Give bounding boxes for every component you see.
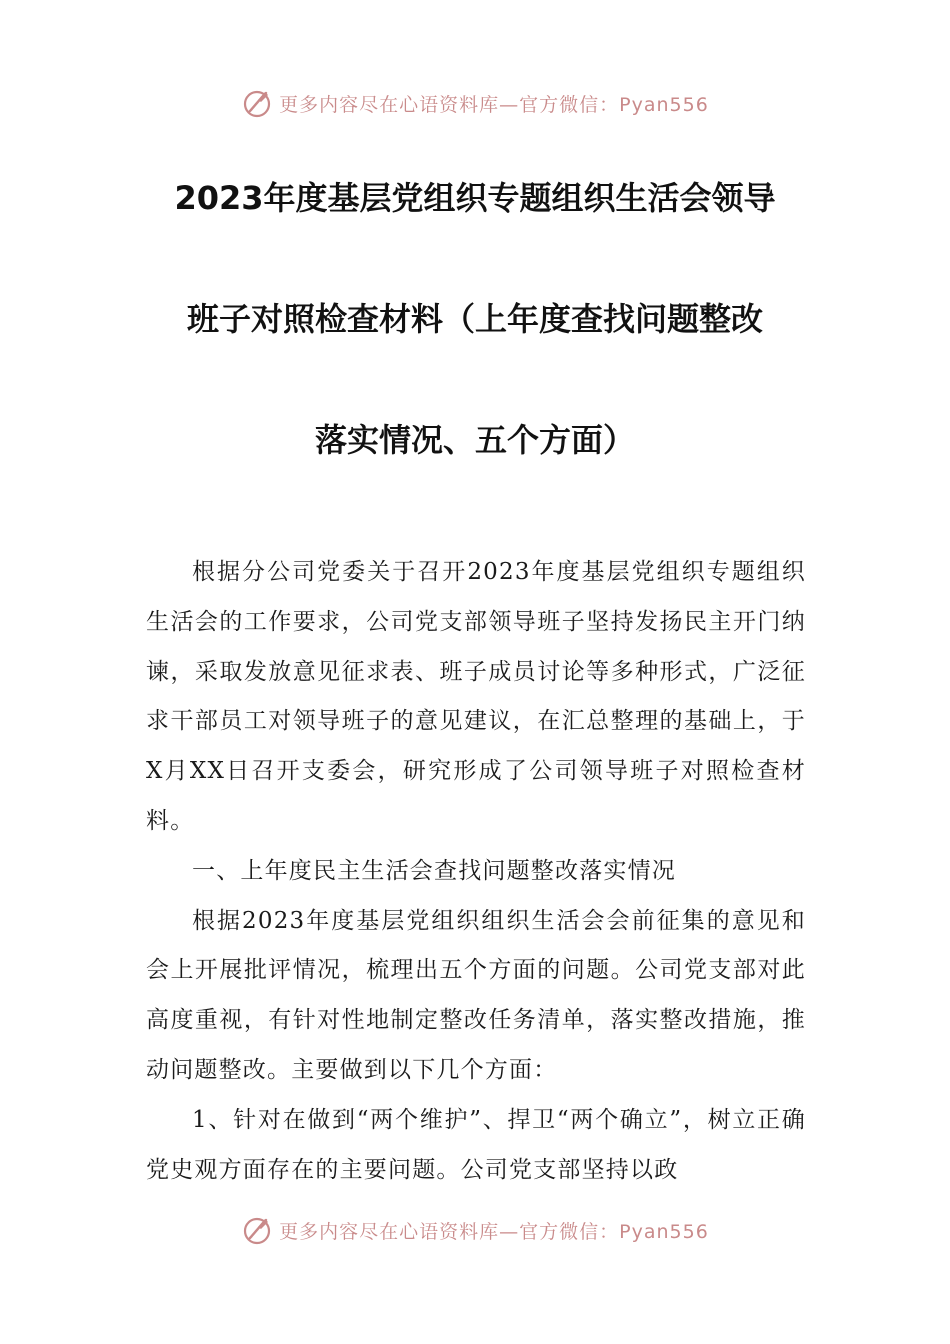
section-heading-1: 一、上年度民主生活会查找问题整改落实情况 — [192, 857, 676, 884]
watermark-footer — [0, 1210, 950, 1250]
quill-logo-icon — [241, 1214, 273, 1246]
document-title-line-3: 落实情况、五个方面） — [314, 421, 635, 459]
document-body — [146, 548, 806, 1195]
document-title-line-1: 2023年度基层党组织专题组织生活会领导 — [174, 179, 776, 217]
document-title-line-2: 班子对照检查材料（上年度查找问题整改 — [186, 300, 763, 338]
watermark-text: 更多内容尽在心语资料库—官方微信：Pyan556 — [279, 93, 709, 116]
paragraph-section-1: 根据2023年度基层党组织组织生活会会前征集的意见和会上开展批评情况，梳理出五个方面的问题。公司党支部对此高度重视，有针对性地制定整改任务清单，落实整改措施，推动问题整改。主要做到以下几个方面： — [146, 907, 806, 1083]
watermark-handle: Pyan556 — [619, 93, 709, 116]
quill-logo-icon — [241, 87, 273, 119]
watermark-text: 更多内容尽在心语资料库—官方微信：Pyan556 — [279, 1220, 709, 1243]
paragraph-item-1: 1、针对在做到“两个维护”、捍卫“两个确立”，树立正确党史观方面存在的主要问题。公司党支部坚持以政 — [146, 1106, 806, 1183]
paragraph-intro: 根据分公司党委关于召开2023年度基层党组织专题组织生活会的工作要求，公司党支部领导班子坚持发扬民主开门纳谏，采取发放意见征求表、班子成员讨论等多种形式，广泛征求干部员工对领导班子的意见建议，在汇总整理的基础上，于X月XX日召开支委会，研究形成了公司领导班子对照检查材料。 — [146, 559, 806, 834]
watermark-handle: Pyan556 — [619, 1220, 709, 1243]
watermark-header — [0, 83, 950, 123]
